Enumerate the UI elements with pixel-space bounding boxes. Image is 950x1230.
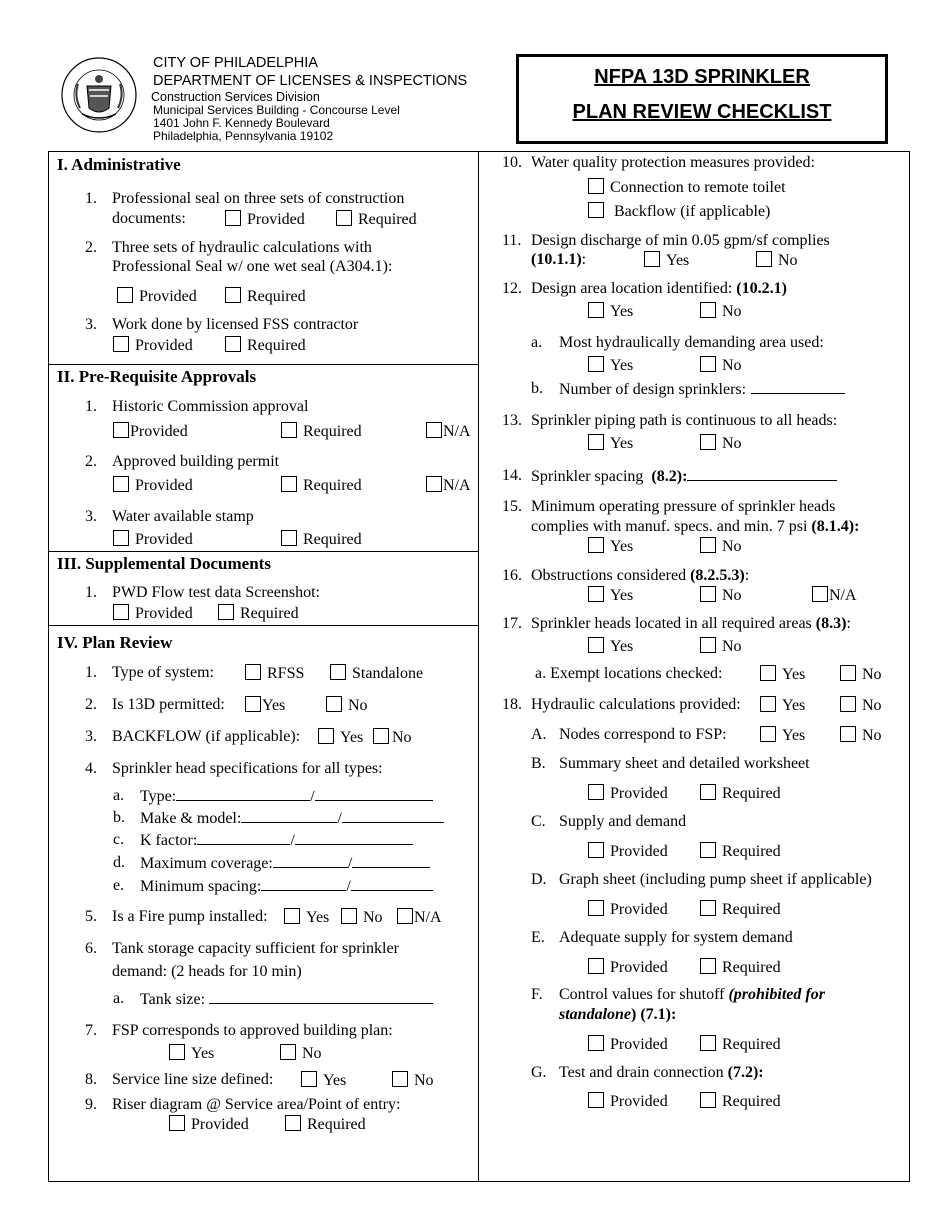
required-option[interactable]: Required bbox=[281, 422, 362, 441]
no-option[interactable]: No bbox=[326, 696, 368, 715]
item-number: 1. bbox=[85, 398, 97, 415]
checkbox[interactable] bbox=[588, 1092, 604, 1108]
checkbox[interactable] bbox=[840, 726, 856, 742]
checkbox[interactable] bbox=[225, 287, 241, 303]
checkbox[interactable] bbox=[330, 664, 346, 680]
item-text: Graph sheet (including pump sheet if applicable) bbox=[559, 871, 872, 888]
checkbox[interactable] bbox=[117, 287, 133, 303]
sub-item-letter: B. bbox=[531, 755, 546, 772]
frame-right bbox=[909, 151, 910, 1182]
item-text: Sprinkler heads located in all required areas (8.3): bbox=[531, 615, 851, 632]
header-street: 1401 John F. Kennedy Boulevard bbox=[153, 116, 330, 130]
checkbox[interactable] bbox=[301, 1071, 317, 1087]
header-city: CITY OF PHILADELPHIA bbox=[153, 55, 318, 71]
max-coverage-field[interactable]: Maximum coverage: / bbox=[140, 854, 430, 873]
checkbox[interactable] bbox=[588, 434, 604, 450]
no-option[interactable]: No bbox=[700, 356, 742, 375]
header-division: Construction Services Division bbox=[151, 90, 320, 104]
sub-item-letter: F. bbox=[531, 986, 543, 1003]
item-text: Adequate supply for system demand bbox=[559, 929, 793, 946]
item-text: Professional seal on three sets of construction bbox=[112, 190, 405, 207]
item-number: 17. bbox=[502, 615, 522, 632]
no-option[interactable]: No bbox=[700, 637, 742, 656]
city-seal bbox=[60, 56, 138, 134]
checkbox[interactable] bbox=[700, 842, 716, 858]
remote-toilet-option[interactable]: Connection to remote toilet bbox=[588, 178, 786, 197]
yes-option[interactable]: Yes bbox=[588, 637, 633, 656]
yes-option[interactable]: Yes bbox=[588, 586, 633, 605]
section-administrative-title: I. Administrative bbox=[57, 155, 181, 174]
provided-option[interactable]: Provided bbox=[588, 784, 668, 803]
checkbox[interactable] bbox=[700, 434, 716, 450]
item-text: Work done by licensed FSS contractor bbox=[112, 316, 359, 333]
checkbox[interactable] bbox=[281, 422, 297, 438]
item-text: Test and drain connection (7.2): bbox=[559, 1064, 764, 1081]
checkbox[interactable] bbox=[426, 476, 442, 492]
item-text: Professional Seal w/ one wet seal (A304.1): bbox=[112, 258, 393, 275]
yes-option[interactable]: Yes bbox=[760, 665, 805, 684]
provided-option[interactable]: Provided bbox=[588, 1092, 668, 1111]
item-number: 2. bbox=[85, 239, 97, 256]
checkbox[interactable] bbox=[700, 302, 716, 318]
checkbox[interactable] bbox=[588, 202, 604, 218]
item-number: 4. bbox=[85, 760, 97, 777]
item-number: 7. bbox=[85, 1022, 97, 1039]
sub-item-letter: A. bbox=[531, 726, 547, 743]
provided-option[interactable]: Provided bbox=[113, 336, 193, 355]
checkbox[interactable] bbox=[588, 1035, 604, 1051]
no-option[interactable]: No bbox=[341, 908, 383, 927]
checkbox[interactable] bbox=[700, 637, 716, 653]
required-option[interactable]: Required bbox=[218, 604, 299, 623]
form-title-line2: PLAN REVIEW CHECKLIST bbox=[572, 101, 832, 123]
item-text: Type of system: bbox=[112, 664, 214, 681]
item-text: FSP corresponds to approved building plan: bbox=[112, 1022, 393, 1039]
item-text: Hydraulic calculations provided: bbox=[531, 696, 741, 713]
section-prerequisite-title: II. Pre-Requisite Approvals bbox=[57, 367, 257, 386]
no-option[interactable]: No bbox=[840, 726, 882, 745]
no-option[interactable]: No bbox=[700, 302, 742, 321]
item-text: PWD Flow test data Screenshot: bbox=[112, 584, 320, 601]
required-option[interactable]: Required bbox=[700, 842, 781, 861]
provided-option[interactable]: Provided bbox=[113, 476, 193, 495]
header-city-state: Philadelphia, Pennsylvania 19102 bbox=[153, 129, 334, 143]
item-text: Control values for shutoff (prohibited for bbox=[559, 986, 825, 1003]
item-text: Sprinkler piping path is continuous to all heads: bbox=[531, 412, 838, 429]
item-number: 1. bbox=[85, 190, 97, 207]
sub-item-letter: a. bbox=[113, 990, 125, 1007]
item-text: Service line size defined: bbox=[112, 1071, 274, 1088]
checkbox[interactable] bbox=[169, 1044, 185, 1060]
provided-option[interactable]: Provided bbox=[588, 900, 668, 919]
item-number: 6. bbox=[85, 940, 97, 957]
item-text: Most hydraulically demanding area used: bbox=[559, 334, 824, 351]
provided-option[interactable]: Provided bbox=[588, 958, 668, 977]
item-text: Tank storage capacity sufficient for sprinkler bbox=[112, 940, 399, 957]
backflow-option[interactable]: Backflow (if applicable) bbox=[588, 202, 770, 221]
sub-item-letter: b. bbox=[113, 809, 125, 826]
min-spacing-field[interactable]: Minimum spacing: / bbox=[140, 877, 433, 896]
divider-s1 bbox=[48, 364, 479, 365]
item-text: demand: (2 heads for 10 min) bbox=[112, 963, 302, 980]
design-sprinklers-field[interactable]: Number of design sprinklers: bbox=[559, 380, 845, 399]
item-number: 18. bbox=[502, 696, 522, 713]
no-option[interactable]: No bbox=[700, 434, 742, 453]
required-option[interactable]: Required bbox=[285, 1115, 366, 1134]
no-option[interactable]: No bbox=[392, 1071, 434, 1090]
yes-option[interactable]: Yes bbox=[644, 251, 689, 270]
provided-option[interactable]: Provided bbox=[113, 604, 193, 623]
required-option[interactable]: Required bbox=[700, 1092, 781, 1111]
checkbox[interactable] bbox=[341, 908, 357, 924]
checkbox[interactable] bbox=[760, 726, 776, 742]
checkbox[interactable] bbox=[285, 1115, 301, 1131]
required-option[interactable]: Required bbox=[700, 958, 781, 977]
item-text: a. Exempt locations checked: bbox=[535, 665, 723, 682]
provided-option[interactable]: Provided bbox=[113, 530, 193, 549]
na-option[interactable]: N/A bbox=[397, 908, 442, 927]
item-text: Water quality protection measures provided: bbox=[531, 154, 815, 171]
required-option[interactable]: Required bbox=[225, 287, 306, 306]
checkbox[interactable] bbox=[284, 908, 300, 924]
head-type-field[interactable]: Type: / bbox=[140, 787, 433, 806]
checkbox[interactable] bbox=[113, 422, 129, 438]
checkbox[interactable] bbox=[113, 530, 129, 546]
k-factor-field[interactable]: K factor: / bbox=[140, 831, 413, 850]
checkbox[interactable] bbox=[588, 356, 604, 372]
checkbox[interactable] bbox=[700, 1092, 716, 1108]
yes-option[interactable]: Yes bbox=[588, 356, 633, 375]
yes-option[interactable]: Yes bbox=[588, 537, 633, 556]
yes-option[interactable]: Yes bbox=[284, 908, 329, 927]
checkbox[interactable] bbox=[113, 476, 129, 492]
item-text: documents: bbox=[112, 210, 186, 227]
checkbox[interactable] bbox=[397, 908, 413, 924]
checkbox[interactable] bbox=[169, 1115, 185, 1131]
item-number: 8. bbox=[85, 1071, 97, 1088]
checkbox[interactable] bbox=[336, 210, 352, 226]
item-text: Historic Commission approval bbox=[112, 398, 309, 415]
item-number: 3. bbox=[85, 728, 97, 745]
checkbox[interactable] bbox=[700, 784, 716, 800]
item-text: Approved building permit bbox=[112, 453, 280, 470]
item-number: 11. bbox=[502, 232, 522, 249]
header-department: DEPARTMENT OF LICENSES & INSPECTIONS bbox=[153, 73, 468, 89]
checkbox[interactable] bbox=[756, 251, 772, 267]
sub-item-letter: c. bbox=[113, 831, 125, 848]
sub-item-letter: D. bbox=[531, 871, 547, 888]
item-number: 10. bbox=[502, 154, 522, 171]
item-text: Summary sheet and detailed worksheet bbox=[559, 755, 810, 772]
required-option[interactable]: Required bbox=[700, 900, 781, 919]
frame-left bbox=[48, 151, 49, 1182]
item-number: 12. bbox=[502, 280, 522, 297]
sub-item-letter: G. bbox=[531, 1064, 547, 1081]
checkbox[interactable] bbox=[700, 586, 716, 602]
header-building: Municipal Services Building - Concourse Level bbox=[153, 103, 400, 117]
sprinkler-spacing-field[interactable]: Sprinkler spacing (8.2): bbox=[531, 467, 837, 486]
checkbox[interactable] bbox=[588, 900, 604, 916]
yes-option[interactable]: Yes bbox=[245, 696, 285, 715]
item-number: 13. bbox=[502, 412, 522, 429]
provided-option[interactable]: Provided bbox=[169, 1115, 249, 1134]
checkbox[interactable] bbox=[426, 422, 442, 438]
item-text: Riser diagram @ Service area/Point of entry: bbox=[112, 1096, 401, 1113]
item-text: Design area location identified: (10.2.1) bbox=[531, 280, 787, 297]
section-plan-review-title: IV. Plan Review bbox=[57, 633, 173, 652]
na-option[interactable]: N/A bbox=[812, 586, 857, 605]
item-text: Nodes correspond to FSP: bbox=[559, 726, 727, 743]
provided-option[interactable]: Provided bbox=[588, 1035, 668, 1054]
item-number: 1. bbox=[85, 584, 97, 601]
divider-s3 bbox=[48, 625, 479, 626]
checkbox[interactable] bbox=[225, 210, 241, 226]
sub-item-letter: e. bbox=[113, 877, 125, 894]
item-text: Obstructions considered (8.2.5.3): bbox=[531, 567, 750, 584]
no-option[interactable]: No bbox=[840, 696, 882, 715]
item-reference: (10.1.1): bbox=[531, 251, 587, 268]
yes-option[interactable]: Yes bbox=[588, 434, 633, 453]
item-number: 9. bbox=[85, 1096, 97, 1113]
checkbox[interactable] bbox=[245, 696, 261, 712]
checkbox[interactable] bbox=[588, 958, 604, 974]
no-option[interactable]: No bbox=[700, 537, 742, 556]
checkbox[interactable] bbox=[588, 637, 604, 653]
checkbox[interactable] bbox=[225, 336, 241, 352]
tank-size-field[interactable]: Tank size: bbox=[140, 990, 433, 1009]
provided-option[interactable]: Provided bbox=[588, 842, 668, 861]
checkbox[interactable] bbox=[840, 696, 856, 712]
checkbox[interactable] bbox=[326, 696, 342, 712]
item-text: Design discharge of min 0.05 gpm/sf complies bbox=[531, 232, 830, 249]
item-number: 16. bbox=[502, 567, 522, 584]
checkbox[interactable] bbox=[392, 1071, 408, 1087]
item-number: 3. bbox=[85, 316, 97, 333]
column-divider bbox=[478, 151, 479, 1182]
yes-option[interactable]: Yes bbox=[301, 1071, 346, 1090]
item-text: BACKFLOW (if applicable): bbox=[112, 728, 301, 745]
checkbox[interactable] bbox=[113, 336, 129, 352]
checkbox[interactable] bbox=[588, 302, 604, 318]
sub-item-letter: b. bbox=[531, 380, 543, 397]
no-option[interactable]: No bbox=[280, 1044, 322, 1063]
checkbox[interactable] bbox=[281, 476, 297, 492]
checkbox[interactable] bbox=[318, 728, 334, 744]
item-text: Minimum operating pressure of sprinkler heads bbox=[531, 498, 836, 515]
item-number: 5. bbox=[85, 908, 97, 925]
checkbox[interactable] bbox=[588, 784, 604, 800]
sub-item-letter: a. bbox=[531, 334, 543, 351]
provided-option[interactable]: Provided bbox=[225, 210, 305, 229]
checkbox[interactable] bbox=[281, 530, 297, 546]
item-number: 1. bbox=[85, 664, 97, 681]
sub-item-letter: d. bbox=[113, 854, 125, 871]
section-supplemental-title: III. Supplemental Documents bbox=[57, 554, 271, 573]
na-option[interactable]: N/A bbox=[426, 422, 471, 441]
required-option[interactable]: Required bbox=[700, 784, 781, 803]
item-number: 3. bbox=[85, 508, 97, 525]
item-text: Is a Fire pump installed: bbox=[112, 908, 268, 925]
checkbox[interactable] bbox=[700, 537, 716, 553]
checkbox[interactable] bbox=[588, 178, 604, 194]
item-text: Water available stamp bbox=[112, 508, 254, 525]
checkbox[interactable] bbox=[760, 665, 776, 681]
checkbox[interactable] bbox=[588, 537, 604, 553]
item-number: 2. bbox=[85, 453, 97, 470]
required-option[interactable]: Required bbox=[281, 476, 362, 495]
provided-option[interactable]: Provided bbox=[117, 287, 197, 306]
yes-option[interactable]: Yes bbox=[588, 302, 633, 321]
item-text: standalone) (7.1): bbox=[559, 1006, 677, 1023]
item-number: 2. bbox=[85, 696, 97, 713]
yes-option[interactable]: Yes bbox=[318, 728, 363, 747]
item-number: 15. bbox=[502, 498, 522, 515]
checkbox[interactable] bbox=[373, 728, 389, 744]
no-option[interactable]: No bbox=[840, 665, 882, 684]
form-title-line1: NFPA 13D SPRINKLER bbox=[594, 66, 810, 88]
checkbox[interactable] bbox=[812, 586, 828, 602]
provided-option[interactable]: Provided bbox=[113, 422, 188, 441]
checkbox[interactable] bbox=[644, 251, 660, 267]
na-option[interactable]: N/A bbox=[426, 476, 471, 495]
checkbox[interactable] bbox=[245, 664, 261, 680]
required-option[interactable]: Required bbox=[225, 336, 306, 355]
item-text: Sprinkler head specifications for all types: bbox=[112, 760, 383, 777]
checkbox[interactable] bbox=[760, 696, 776, 712]
sub-item-letter: C. bbox=[531, 813, 546, 830]
standalone-option[interactable]: Standalone bbox=[330, 664, 423, 683]
required-option[interactable]: Required bbox=[700, 1035, 781, 1054]
rfss-option[interactable]: RFSS bbox=[245, 664, 304, 683]
head-make-model-field[interactable]: Make & model: / bbox=[140, 809, 444, 828]
checkbox[interactable] bbox=[700, 356, 716, 372]
required-option[interactable]: Required bbox=[281, 530, 362, 549]
checkbox[interactable] bbox=[113, 604, 129, 620]
yes-option[interactable]: Yes bbox=[169, 1044, 214, 1063]
checkbox[interactable] bbox=[700, 1035, 716, 1051]
yes-option[interactable]: Yes bbox=[760, 696, 805, 715]
checkbox[interactable] bbox=[700, 958, 716, 974]
item-text: Three sets of hydraulic calculations with bbox=[112, 239, 372, 256]
item-number: 14. bbox=[502, 467, 522, 484]
yes-option[interactable]: Yes bbox=[760, 726, 805, 745]
checkbox[interactable] bbox=[280, 1044, 296, 1060]
checkbox[interactable] bbox=[700, 900, 716, 916]
divider-s2 bbox=[48, 551, 479, 552]
no-option[interactable]: No bbox=[373, 728, 412, 747]
sub-item-letter: a. bbox=[113, 787, 125, 804]
checkbox[interactable] bbox=[218, 604, 234, 620]
no-option[interactable]: No bbox=[756, 251, 798, 270]
item-text: complies with manuf. specs. and min. 7 psi (8.1.4): bbox=[531, 518, 860, 535]
item-text: Supply and demand bbox=[559, 813, 687, 830]
item-text: Is 13D permitted: bbox=[112, 696, 225, 713]
sub-item-letter: E. bbox=[531, 929, 545, 946]
no-option[interactable]: No bbox=[700, 586, 742, 605]
checkbox[interactable] bbox=[840, 665, 856, 681]
checkbox[interactable] bbox=[588, 842, 604, 858]
required-option[interactable]: Required bbox=[336, 210, 417, 229]
checkbox[interactable] bbox=[588, 586, 604, 602]
